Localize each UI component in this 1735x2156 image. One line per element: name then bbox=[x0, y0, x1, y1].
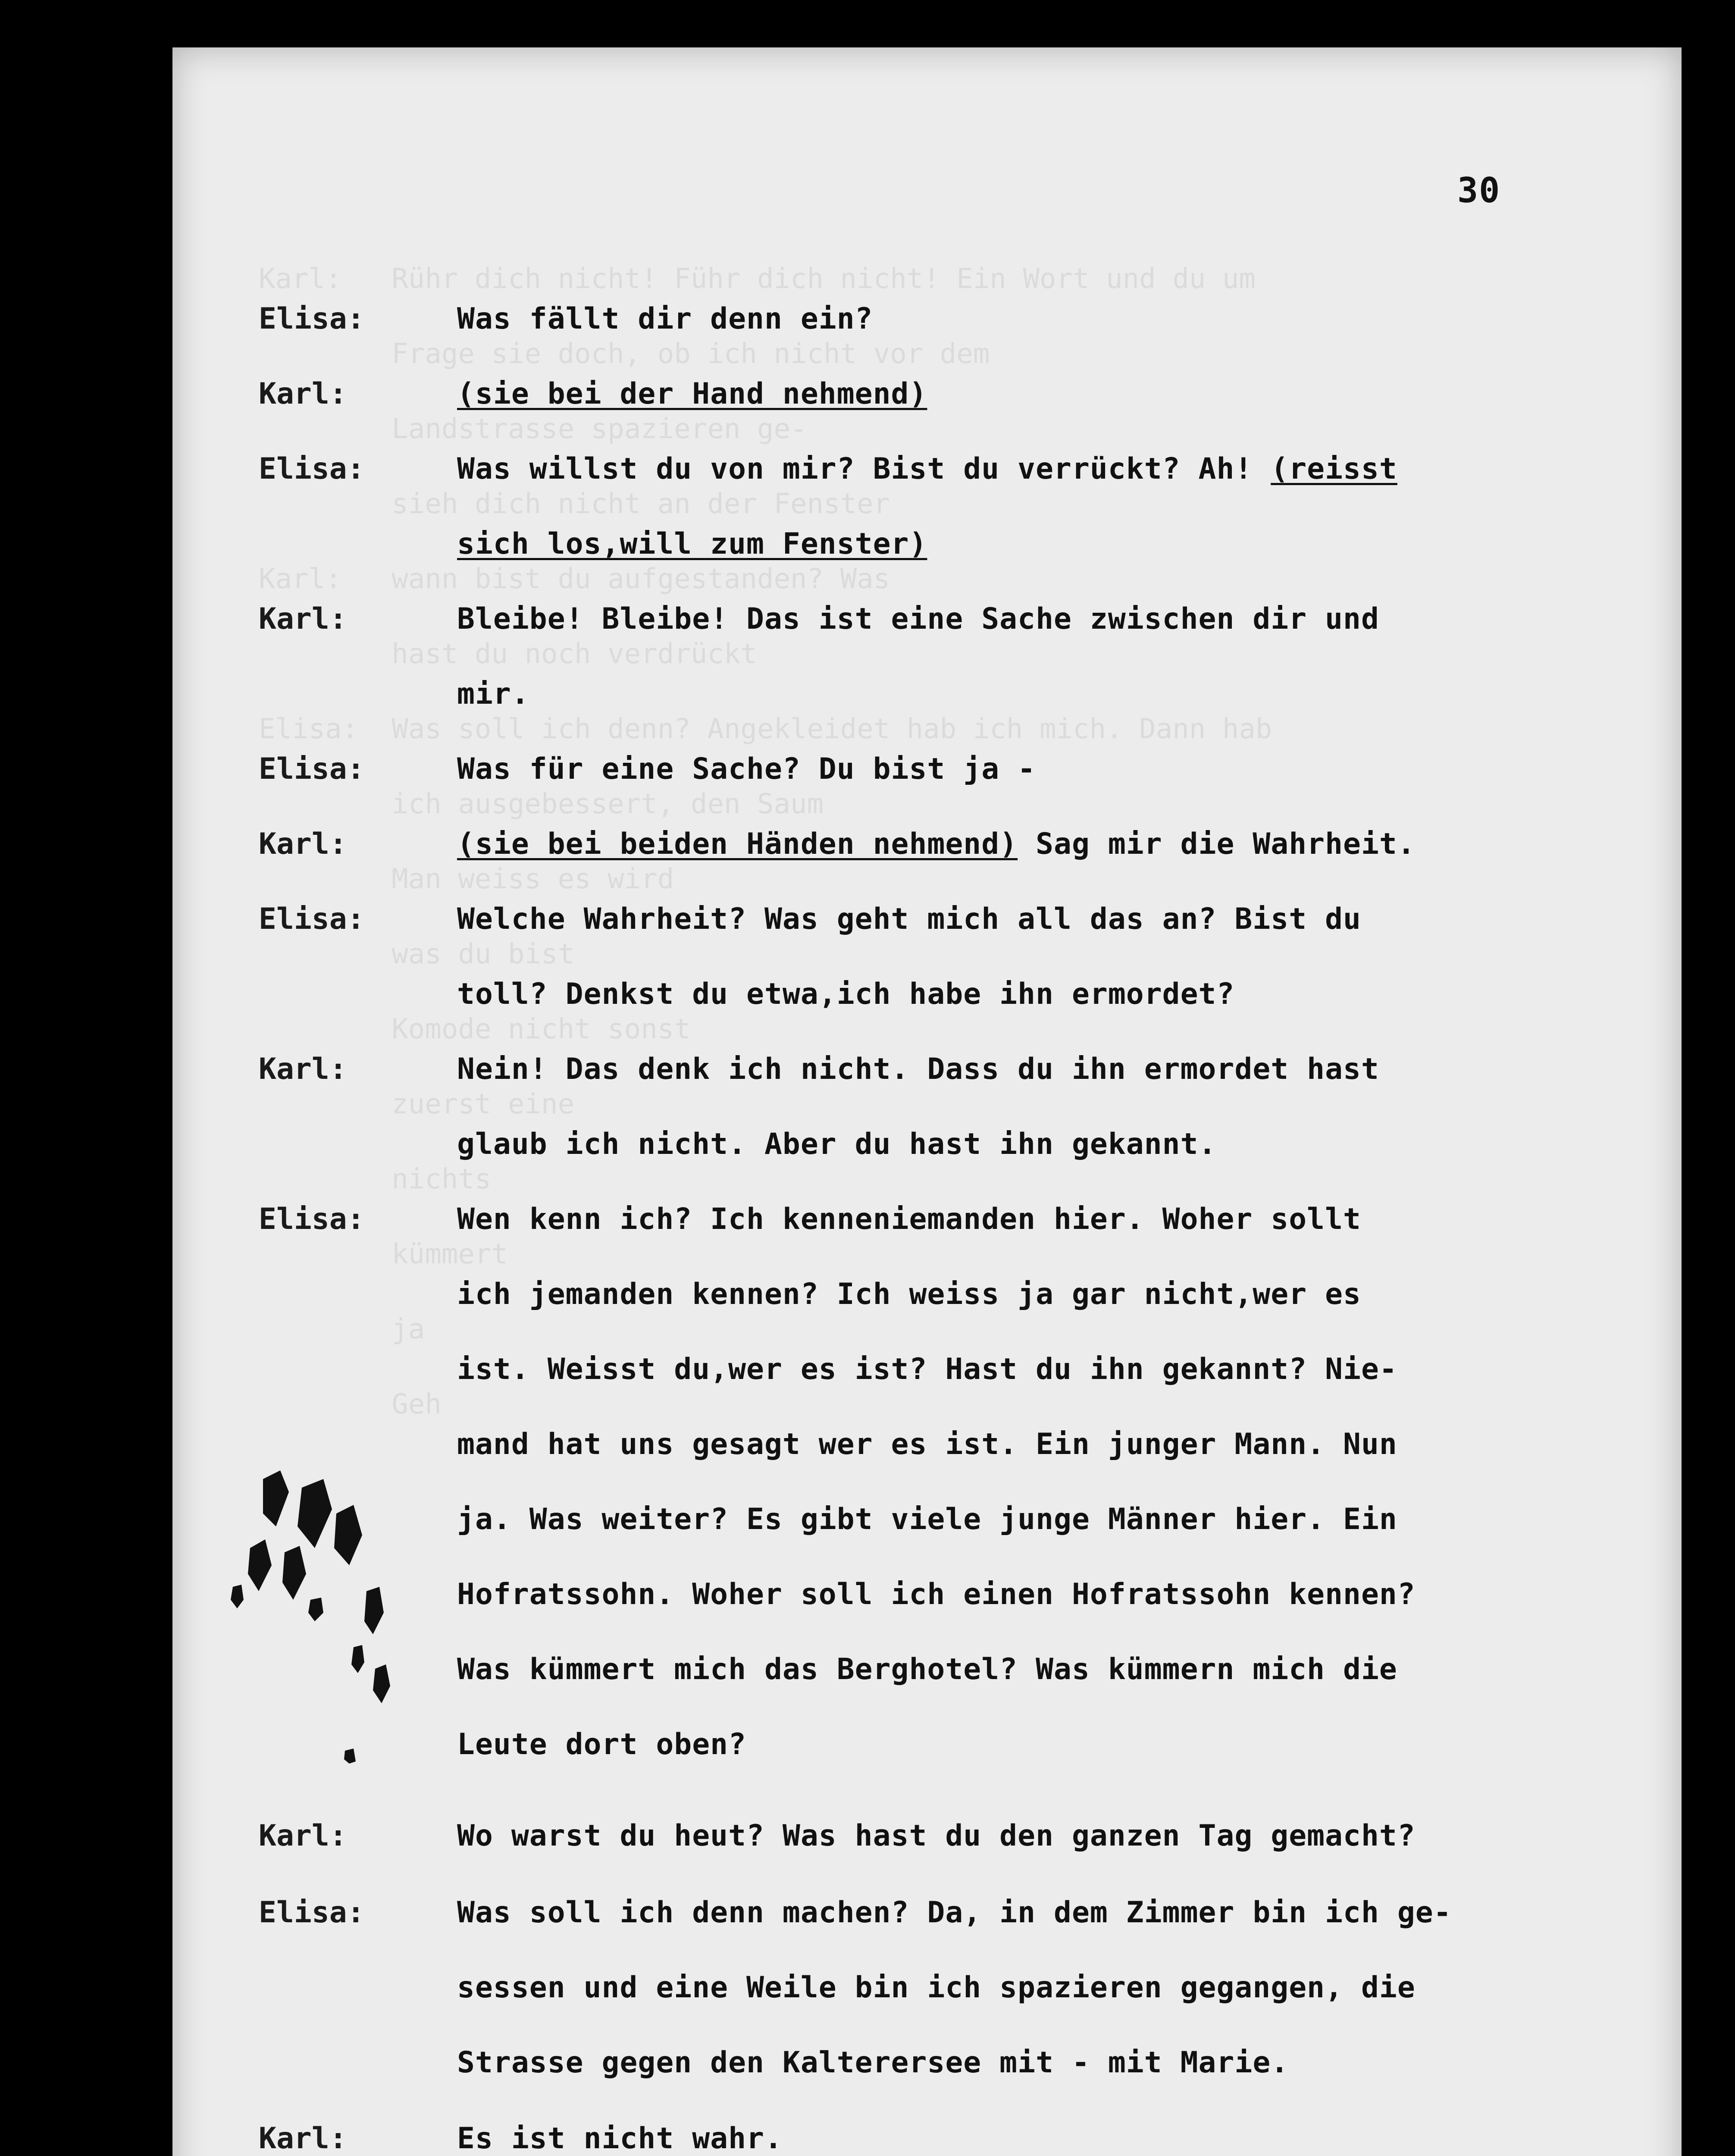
script-line bbox=[0, 977, 1735, 1029]
script-line bbox=[0, 677, 1735, 729]
dialogue-text: mand hat uns gesagt wer es ist. Ein junger Mann. Nun bbox=[457, 1427, 1397, 1461]
speaker-label: Elisa: bbox=[259, 1202, 365, 1236]
script-line bbox=[0, 302, 1735, 354]
dialogue-text: Leute dort oben? bbox=[457, 1727, 747, 1761]
dialogue-text: ich jemanden kennen? Ich weiss ja gar nicht,wer es bbox=[457, 1277, 1361, 1311]
dialogue-text: sessen und eine Weile bin ich spazieren gegangen, die bbox=[457, 1971, 1416, 2005]
script-line bbox=[0, 1971, 1735, 2022]
dialogue-text: Hofratssohn. Woher soll ich einen Hofratssohn kennen? bbox=[457, 1577, 1416, 1611]
dialogue-text: ja. Was weiter? Es gibt viele junge Männer hier. Ein bbox=[457, 1502, 1397, 1536]
dialogue-text: Wo warst du heut? Was hast du den ganzen Tag gemacht? bbox=[457, 1819, 1416, 1853]
script-line bbox=[0, 1127, 1735, 1179]
script-line bbox=[0, 827, 1735, 879]
speaker-label: Karl: bbox=[259, 377, 347, 411]
speaker-label: Karl: bbox=[259, 1052, 347, 1086]
speaker-label: Elisa: bbox=[259, 302, 365, 336]
stage-direction: (sie bei beiden Händen nehmend) bbox=[457, 827, 1018, 861]
script-line bbox=[0, 602, 1735, 654]
stage-direction: (sie bei der Hand nehmend) bbox=[457, 377, 927, 411]
speaker-label: Elisa: bbox=[259, 452, 365, 486]
script-line bbox=[0, 2046, 1735, 2097]
speaker-label: Karl: bbox=[259, 2122, 347, 2156]
dialogue-text bbox=[457, 827, 1416, 861]
dialogue-text: Bleibe! Bleibe! Das ist eine Sache zwischen dir und bbox=[457, 602, 1379, 636]
speaker-label: Elisa: bbox=[259, 752, 365, 786]
dialogue-text: ist. Weisst du,wer es ist? Hast du ihn gekannt? Nie- bbox=[457, 1352, 1397, 1386]
dialogue-text: Welche Wahrheit? Was geht mich all das an? Bist du bbox=[457, 902, 1361, 936]
script-line bbox=[0, 1052, 1735, 1104]
speaker-label: Karl: bbox=[259, 1819, 347, 1853]
dialogue-text-part: Was willst du von mir? Bist du verrückt? Ah! bbox=[457, 452, 1271, 486]
stage-direction: (reisst bbox=[1271, 452, 1397, 486]
dialogue-text: Strasse gegen den Kalterersee mit - mit Marie. bbox=[457, 2046, 1289, 2080]
script-line bbox=[0, 527, 1735, 579]
speaker-label: Elisa: bbox=[259, 902, 365, 936]
dialogue-text: Was fällt dir denn ein? bbox=[457, 302, 873, 336]
script-line bbox=[0, 1819, 1735, 1871]
script-line bbox=[0, 2122, 1735, 2156]
dialogue-text: Was für eine Sache? Du bist ja - bbox=[457, 752, 1036, 786]
script-line bbox=[0, 452, 1735, 504]
dialogue-text: Es ist nicht wahr. bbox=[457, 2122, 783, 2156]
stage-direction: sich los,will zum Fenster) bbox=[457, 527, 927, 561]
speaker-label: Karl: bbox=[259, 602, 347, 636]
dialogue-text bbox=[457, 452, 1397, 486]
script-line bbox=[0, 377, 1735, 429]
script-line bbox=[0, 902, 1735, 954]
dialogue-text: Was kümmert mich das Berghotel? Was kümmern mich die bbox=[457, 1652, 1397, 1686]
dialogue-text-part: Sag mir die Wahrheit. bbox=[1018, 827, 1416, 861]
dialogue-text: Wen kenn ich? Ich kenneniemanden hier. Woher sollt bbox=[457, 1202, 1361, 1236]
page-number: 30 bbox=[1457, 170, 1501, 210]
script-line bbox=[0, 1277, 1735, 1329]
speaker-label: Elisa: bbox=[259, 1896, 365, 1930]
script-line bbox=[0, 752, 1735, 804]
script-line bbox=[0, 1352, 1735, 1404]
dialogue-text: Was soll ich denn machen? Da, in dem Zimmer bin ich ge- bbox=[457, 1896, 1452, 1930]
speaker-label: Karl: bbox=[259, 827, 347, 861]
script-line bbox=[0, 1896, 1735, 1947]
dialogue-text: Nein! Das denk ich nicht. Dass du ihn ermordet hast bbox=[457, 1052, 1379, 1086]
dialogue-text: toll? Denkst du etwa,ich habe ihn ermordet? bbox=[457, 977, 1235, 1011]
ink-smudge bbox=[224, 1462, 431, 1764]
dialogue-text: mir. bbox=[457, 677, 529, 711]
dialogue-text: glaub ich nicht. Aber du hast ihn gekannt. bbox=[457, 1127, 1217, 1161]
script-line bbox=[0, 1202, 1735, 1254]
